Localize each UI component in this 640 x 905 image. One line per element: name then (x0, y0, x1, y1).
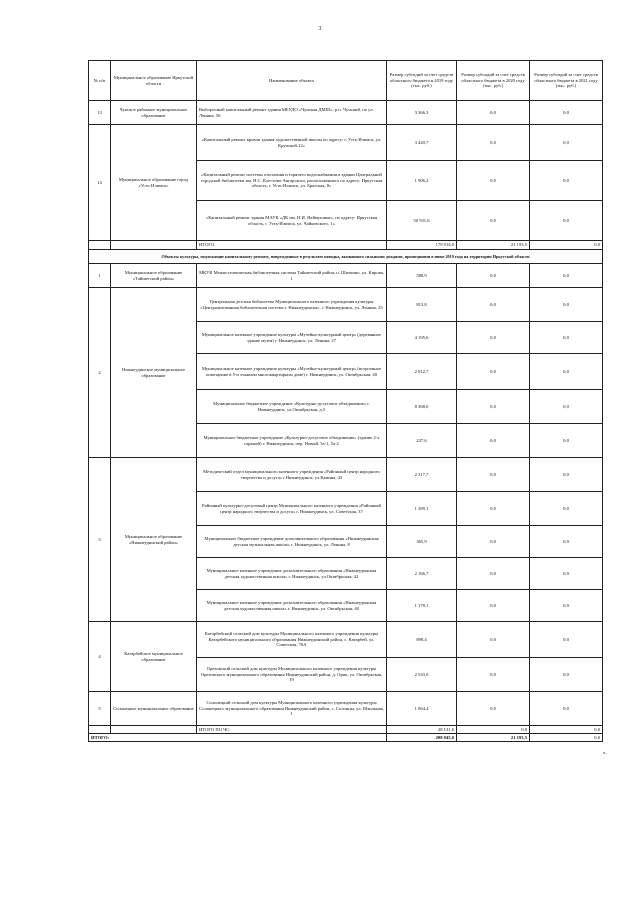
value-2019: 237,6 (387, 424, 457, 458)
table-row (89, 622, 603, 658)
value-2021: 0,0 (530, 458, 603, 492)
value-2019: 8 368,0 (387, 390, 457, 424)
section-title-row (89, 250, 603, 264)
value-2020: 0,0 (457, 201, 530, 241)
table-row (89, 264, 603, 288)
grand-total-2020: 21 193,5 (457, 734, 530, 742)
row-num: 13 (89, 101, 111, 125)
value-2021: 0,0 (530, 288, 603, 322)
table-row (89, 101, 603, 125)
municipality-cell: Муниципальное образование «Нижнеудинский район» (111, 458, 197, 622)
value-2020: 0,0 (457, 264, 530, 288)
value-2020: 0,0 (457, 558, 530, 590)
value-2021: 0,0 (530, 161, 603, 201)
row-num: 2 (89, 288, 111, 458)
closing-quote-mark: ». (603, 751, 607, 756)
value-2020: 0,0 (457, 125, 530, 161)
grand-total-label: ИТОГО: (89, 734, 387, 742)
value-2019: 1 906,2 (387, 161, 457, 201)
row-num: 4 (89, 622, 111, 692)
value-2020: 0,0 (457, 590, 530, 622)
value-2019: 1 178,1 (387, 590, 457, 622)
subtotal-2020: 0,0 (457, 726, 530, 734)
value-2021: 0,0 (530, 125, 603, 161)
page-number: 3 (318, 26, 322, 32)
value-2019: 2 166,7 (387, 558, 457, 590)
value-2021: 0,0 (530, 201, 603, 241)
object-cell: Муниципальное бюджетное учреждение «Культурно-досуговое объединение» (здание 2-х гаражей) г. Нижнеудинск, пер. Новый, 5а-1, 5а-2 (197, 424, 387, 458)
row-num: 14 (89, 125, 111, 241)
object-cell: Муниципальное казенное учреждение дополнительного образования «Нижнеудинская детская художественная школа» г. Нижнеудинск, ул. Октябрьская, 40 (197, 590, 387, 622)
value-2021: 0,0 (530, 264, 603, 288)
object-cell: Ореховский сельский дом культуры Муниципального казенного учреждения культуры Ореховского муниципального образования Нижнеудинский район, д. Орик, ул. Октябрьская, 19 (197, 658, 387, 692)
table-row (89, 288, 603, 322)
object-cell: Муниципальное бюджетное учреждение дополнительного образования «Нижнеудинская детская музыкальная школа» г. Нижнеудинск, ул. Ленина, 8 (197, 526, 387, 558)
value-2020: 0,0 (457, 288, 530, 322)
municipality-cell: Чунское районное муниципальное образование (111, 101, 197, 125)
value-2021: 0,0 (530, 390, 603, 424)
object-cell: Муниципальное бюджетное учреждение «Культурно-досуговое объединение» г. Нижнеудинск, ул.Октябрьская, д.5 (197, 390, 387, 424)
subtotal-row (89, 726, 603, 734)
object-cell: Катарбейский сельский дом культуры Муниципального казенного учреждения культуры Катарбейского муниципального образования Нижнеудинский район, с. Катарбей, ул. Советская, 76А (197, 622, 387, 658)
subtotal-2021: 0,0 (530, 726, 603, 734)
value-2019: 1 389,1 (387, 492, 457, 526)
total-2019: 179 914,0 (387, 241, 457, 250)
total-label: ИТОГО: (197, 241, 387, 250)
value-2019: 2 317,7 (387, 458, 457, 492)
value-2019: 3 366,3 (387, 101, 457, 125)
value-2021: 0,0 (530, 590, 603, 622)
object-cell: Районный культурно-досуговый центр Муниципального казенного учреждения «Районный центр народного творчества и досуга» г. Нижнеудинск, ул. Советская, 37 (197, 492, 387, 526)
municipality-cell: Катарбейское муниципальное образование (111, 622, 197, 692)
object-cell: «Капитальный ремонт системы отопления и горячего водоснабжения в здании Центральной городской библиотеки им. Н.С. Клестова-Ангарского, расположенного по адресу: Иркутская область, г. Усть-Илимск, ул. Братская, 8» (197, 161, 387, 201)
value-2021: 0,0 (530, 692, 603, 726)
value-2019: 2 012,7 (387, 354, 457, 390)
table-row (89, 692, 603, 726)
subsidy-table (88, 60, 603, 742)
value-2021: 0,0 (530, 101, 603, 125)
row-num: 5 (89, 692, 111, 726)
subtotal-label: ИТОГО ПО ЧС: (197, 726, 387, 734)
value-2020: 0,0 (457, 526, 530, 558)
value-2019: 2 543,0 (387, 658, 457, 692)
header-2021: Размер субсидий за счет средств областного бюджета в 2021 году (тыс. руб.) (530, 61, 603, 101)
object-cell: Методический отдел муниципального казенного учреждения «Районный центр народного творчества и досуга» г.Нижнеудинск, ул.Камина, 43 (197, 458, 387, 492)
value-2020: 0,0 (457, 354, 530, 390)
value-2020: 0,0 (457, 322, 530, 354)
value-2020: 0,0 (457, 692, 530, 726)
value-2021: 0,0 (530, 526, 603, 558)
value-2019: 1 064,4 (387, 692, 457, 726)
value-2019: 3 420,7 (387, 125, 457, 161)
object-cell: Муниципальное казенное учреждение культуры «Музейно-культурный центр» (деревянное здание музея) г. Нижнеудинск, ул. Ленина, 27 (197, 322, 387, 354)
total-2020: 21 193,5 (457, 241, 530, 250)
municipality-cell: Нижнеудинское муниципальное образование (111, 288, 197, 458)
object-cell: «Капитальный ремонт кровли здания художественной школы по адресу: г. Усть-Илимск, ул. Крупской,12» (197, 125, 387, 161)
value-2019: 580,9 (387, 264, 457, 288)
header-municipality: Муниципальное образование Иркутской области (111, 61, 197, 101)
value-2020: 0,0 (457, 658, 530, 692)
table-row (89, 458, 603, 492)
section-title: Объекты культуры, подлежащие капитальному ремонту, поврежденные в результате паводка, вызванного сильными дождями, прошедшими в июне 2019 года на территории Иркутской области (89, 250, 603, 264)
value-2020: 0,0 (457, 622, 530, 658)
value-2020: 0,0 (457, 390, 530, 424)
value-2021: 0,0 (530, 492, 603, 526)
value-2019: 898,4 (387, 622, 457, 658)
row-num: 1 (89, 264, 111, 288)
header-2019: Размер субсидий за счет средств областного бюджета в 2019 году (тыс. руб.) (387, 61, 457, 101)
value-2020: 0,0 (457, 101, 530, 125)
object-cell: Центральная детская библиотека Муниципального казенного учреждения культуры «Централизованная библиотечная система г. Нижнеудинска», г. Нижнеудинск, ул. Ленина, 25 (197, 288, 387, 322)
value-2021: 0,0 (530, 424, 603, 458)
object-cell: Солонецкий сельский дом культуры Муниципального казенного учреждения культуры Солонецкого муниципального образования Нижнеудинский район, с. Солонцы, ул. Школьная, 1 (197, 692, 387, 726)
municipality-cell: Муниципальное образование «Тайшетский район» (111, 264, 197, 288)
table-row (89, 125, 603, 161)
value-2021: 0,0 (530, 322, 603, 354)
header-2020: Размер субсидий за счет средств областного бюджета в 2020 году (тыс. руб.) (457, 61, 530, 101)
value-2020: 0,0 (457, 492, 530, 526)
table-header-row (89, 61, 603, 101)
total-row (89, 241, 603, 250)
object-cell: МКУК Межпоселенческая библиотечная система Тайшетский район, п. Шиткино, ул. Кирова, 1 (197, 264, 387, 288)
municipality-cell: Солонецкое муниципальное образование (111, 692, 197, 726)
value-2020: 0,0 (457, 424, 530, 458)
value-2021: 0,0 (530, 354, 603, 390)
value-2020: 0,0 (457, 161, 530, 201)
grand-total-2021: 0,0 (530, 734, 603, 742)
value-2020: 0,0 (457, 458, 530, 492)
value-2019: 813,8 (387, 288, 457, 322)
value-2021: 0,0 (530, 622, 603, 658)
grand-total-row (89, 734, 603, 742)
row-num: 3 (89, 458, 111, 622)
value-2021: 0,0 (530, 558, 603, 590)
value-2019: 50 931,6 (387, 201, 457, 241)
total-2021: 0,0 (530, 241, 603, 250)
object-cell: Выборочный капитальный ремонт здания МБУДО «Чунская ДМШ», р.п. Чунский, по ул. Ленина, 56 (197, 101, 387, 125)
object-cell: Муниципальное казенное учреждение дополнительного образования «Нижнеудинская детская художественная школа» г. Нижнеудинск, ул.Октябрьская, 42 (197, 558, 387, 590)
value-2021: 0,0 (530, 658, 603, 692)
value-2019: 4 195,6 (387, 322, 457, 354)
grand-total-2019: 208 045,6 (387, 734, 457, 742)
header-object: Наименование объекта (197, 61, 387, 101)
municipality-cell: Муниципальное образование город «Усть-Илимск» (111, 125, 197, 241)
object-cell: «Капитальный ремонт здания МАУК «ДК им. Н.И. Наймушина», по адресу: Иркутская область, г. Усть-Илимск, ул. Чайковского, 1» (197, 201, 387, 241)
value-2019: 365,9 (387, 526, 457, 558)
subtotal-2019: 28 131,6 (387, 726, 457, 734)
header-num: № п/п (89, 61, 111, 101)
object-cell: Муниципальное казенное учреждение культуры «Музейно-культурный центр» (встроенное помещение в 5-и этажном многоквартирном доме) г. Нижнеудинск, ул. Октябрьская, 40 (197, 354, 387, 390)
